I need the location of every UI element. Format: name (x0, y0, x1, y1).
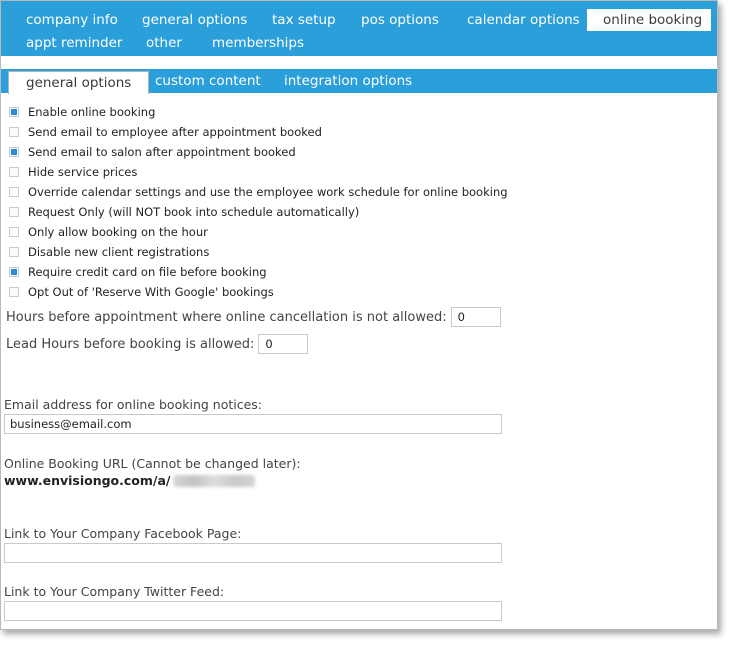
option-label: Send email to salon after appointment booked (28, 145, 296, 159)
option-label: Request Only (will NOT book into schedule automatically) (28, 205, 360, 219)
checkbox[interactable] (9, 247, 19, 257)
subtab-custom-content[interactable]: custom content (155, 73, 261, 89)
tab-memberships[interactable]: memberships (212, 35, 304, 51)
facebook-input[interactable] (4, 543, 502, 563)
option-label: Send email to employee after appointment booked (28, 125, 322, 139)
option-label: Hide service prices (28, 165, 138, 179)
booking-url-prefix: www.envisiongo.com/a/ (4, 473, 171, 488)
checkbox[interactable] (9, 187, 19, 197)
tab-other[interactable]: other (146, 35, 182, 51)
email-notices-input[interactable] (4, 414, 502, 434)
tab-calendar-options[interactable]: calendar options (467, 12, 580, 28)
option-row (9, 184, 508, 200)
option-row (9, 104, 155, 120)
option-label: Enable online booking (28, 105, 156, 119)
lead-hours-row (6, 334, 308, 354)
checkbox[interactable] (9, 107, 19, 117)
checkbox[interactable] (9, 207, 19, 217)
tab-general-options[interactable]: general options (142, 12, 248, 28)
option-label: Require credit card on file before booking (28, 265, 267, 279)
option-label: Opt Out of 'Reserve With Google' bookings (28, 285, 274, 299)
option-row (9, 144, 296, 160)
option-row (9, 244, 209, 260)
twitter-input[interactable] (4, 601, 502, 621)
tab-company-info[interactable]: company info (26, 12, 118, 28)
cancellation-row (6, 307, 501, 327)
tab-tax-setup[interactable]: tax setup (272, 12, 336, 28)
checkbox[interactable] (9, 267, 19, 277)
checkbox[interactable] (9, 167, 19, 177)
checkbox[interactable] (9, 227, 19, 237)
cancellation-label: Hours before appointment where online cancellation is not allowed: (6, 309, 447, 325)
option-label: Disable new client registrations (28, 245, 210, 259)
option-row (9, 224, 208, 240)
email-notices-label: Email address for online booking notices: (4, 397, 263, 412)
cancellation-hours-input[interactable] (451, 307, 501, 327)
option-label: Only allow booking on the hour (28, 225, 208, 239)
lead-hours-label: Lead Hours before booking is allowed: (6, 336, 255, 352)
sub-tab-bar (1, 69, 717, 93)
option-row (9, 124, 322, 140)
booking-url-label: Online Booking URL (Cannot be changed later): (4, 456, 301, 471)
subtab-integration-options[interactable]: integration options (284, 73, 413, 89)
tab-appt-reminder[interactable]: appt reminder (26, 35, 123, 51)
tab-pos-options[interactable]: pos options (361, 12, 439, 28)
redacted-slug (173, 475, 255, 487)
booking-url (4, 473, 255, 488)
checkbox[interactable] (9, 127, 19, 137)
facebook-label: Link to Your Company Facebook Page: (4, 526, 242, 541)
option-row (9, 284, 274, 300)
top-tab-bar (1, 1, 717, 56)
option-row (9, 264, 267, 280)
option-row (9, 164, 137, 180)
subtab-general-options[interactable]: general options (8, 71, 149, 94)
option-row (9, 204, 359, 220)
lead-hours-input[interactable] (258, 334, 308, 354)
twitter-label: Link to Your Company Twitter Feed: (4, 584, 225, 599)
checkbox[interactable] (9, 147, 19, 157)
checkbox[interactable] (9, 287, 19, 297)
option-label: Override calendar settings and use the employee work schedule for online booking (28, 185, 508, 199)
tab-online-booking[interactable]: online booking (587, 9, 711, 31)
